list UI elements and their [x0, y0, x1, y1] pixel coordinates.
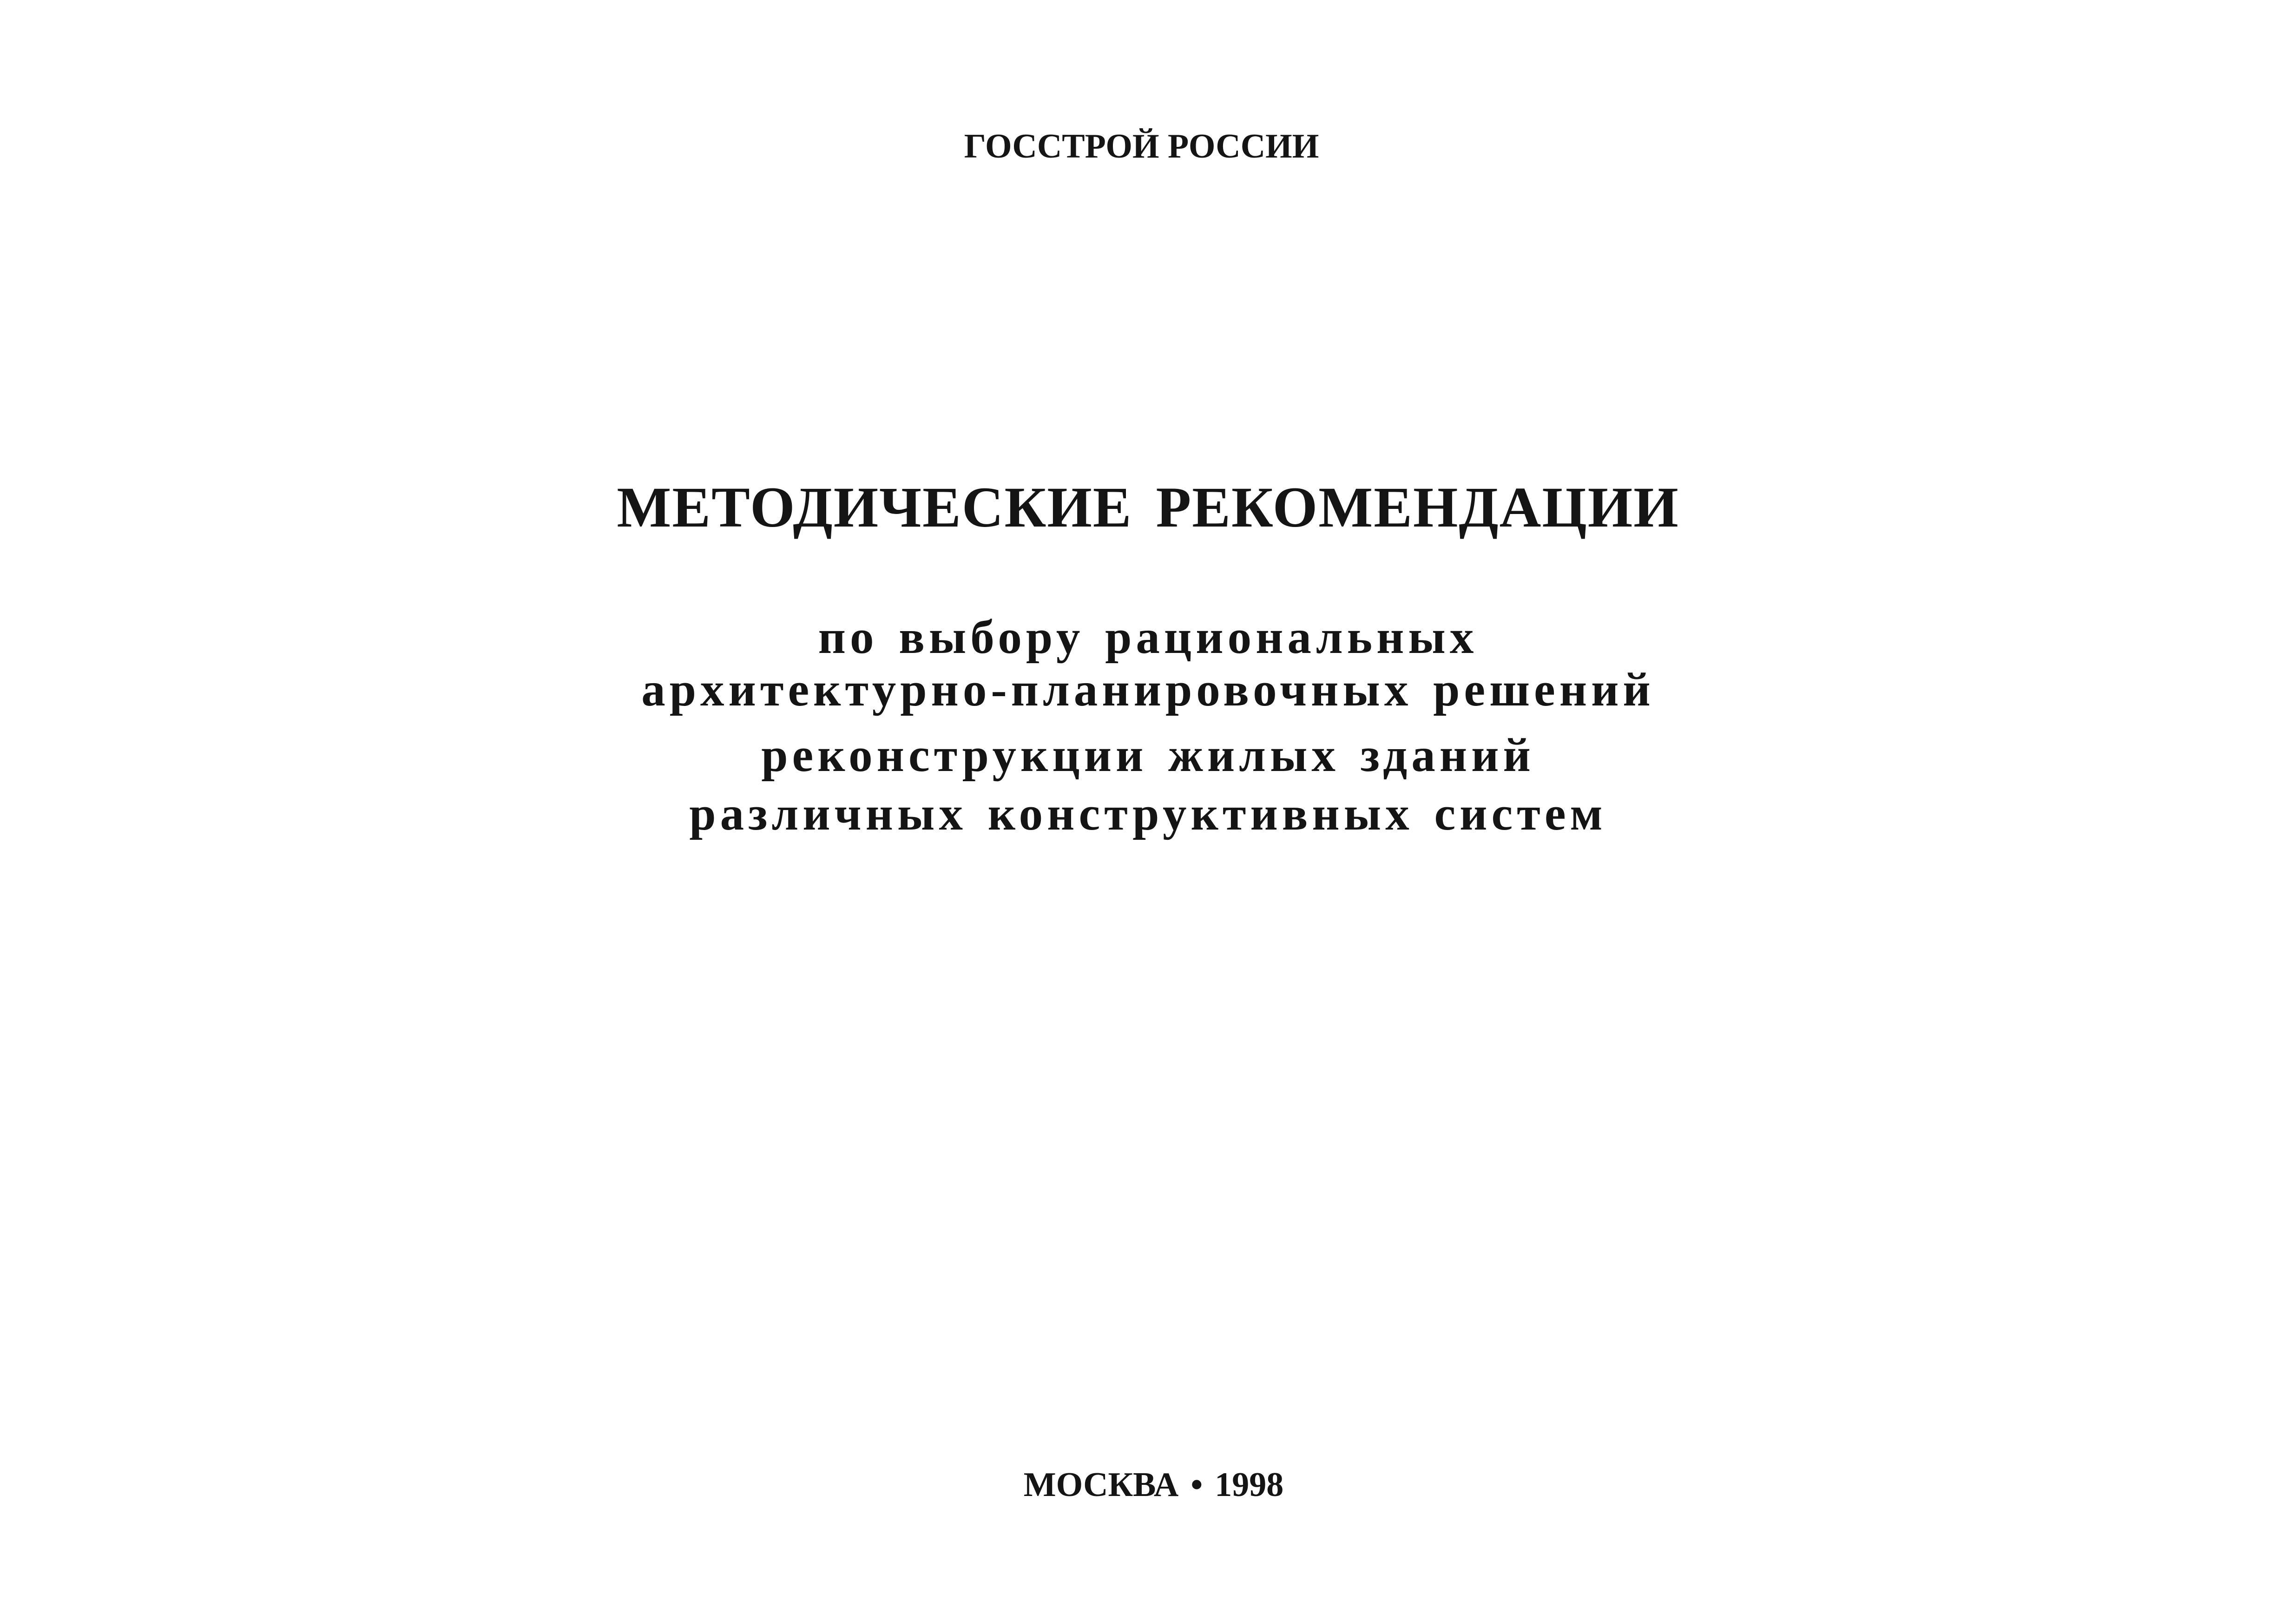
- subtitle-line: по выбору рациональных: [818, 611, 1478, 664]
- publication-imprint: [6, 1468, 2296, 1502]
- subtitle-line: архитектурно-планировочных решений: [641, 663, 1655, 716]
- subtitle-line: реконструкции жилых зданий: [761, 729, 1535, 782]
- organization-name: ГОССТРОЙ РОССИИ: [964, 127, 1319, 165]
- publication-year: 1998: [1215, 1466, 1284, 1504]
- subtitle-line: различных конструктивных систем: [689, 787, 1607, 840]
- publication-city: МОСКВА: [1023, 1466, 1179, 1504]
- document-title: МЕТОДИЧЕСКИЕ РЕКОМЕНДАЦИИ: [617, 475, 1679, 539]
- separator-dot: •: [1191, 1466, 1203, 1504]
